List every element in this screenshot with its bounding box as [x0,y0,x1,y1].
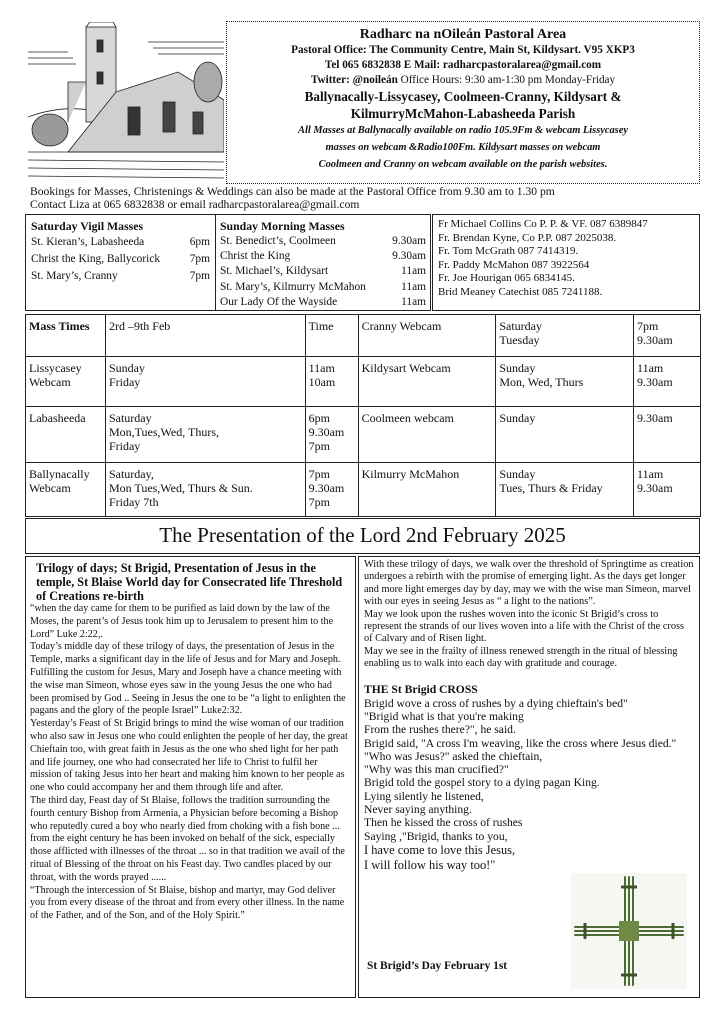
location-cell: Coolmeen webcam [358,407,496,463]
twitter-handle[interactable]: Twitter: @noileán [310,74,398,86]
office-address: Pastoral Office: The Community Centre, Main St, Kildysart. V95 XKP3 [291,44,635,56]
poem-line: Lying silently he listened, [364,789,484,803]
poem-line: From the rushes there?", he said. [364,723,516,737]
poem-line: Saying ,"Brigid, thanks to you, [364,829,508,843]
vigil-row [31,268,210,285]
page-title: The Presentation of the Lord 2nd February 2025 [25,518,700,554]
article-paragraph: The third day, Feast day of St Blaise, follows the tradition surrounding the fourth century Bishop from Armenia, a Physician before becoming a Bishop who reputedly cured a boy who nearly died from choking with a fish bone ... from the eight century he has been invoked on behalf of the sick, especially those afflicted with illnesses of the throat ... so in that tradition we avail of the ritual of Blessing of the throat on his Feast day. Two candles placed by our throat, with the words prayed ...... [30,794,345,883]
location-cell: Kildysart Webcam [358,357,496,407]
radio-line-2: masses on webcam &Radio100Fm. Kildysart masses on webcam [325,142,601,153]
location-cell: Lissycasey Webcam [26,357,106,407]
location-cell: Ballynacally Webcam [26,463,106,517]
article-paragraph: Yesterday’s Feast of St Brigid brings to mind the wise woman of our tradition who also saw in Jesus one who could enlighten the people of her day, the great Chieftain too, with great faith in Jesus as the one who shed light for her path and life journey, one who had consecrated her life to Christ to fulfil her mission of taking Jesus into her heart and making him known to her people as one who could accompany her and them through life and after. [30,718,348,794]
reflection-paragraph: May we see in the frailty of illness renewed strength in the ritual of blessing enabling us to walk into each day with gratitude and courage. [364,645,678,670]
reflection-paragraph: May we look upon the rushes woven into the iconic St Brigid’s cross to represent the strands of our lives woven into a life with the Christ of the cross of Calvary and of Risen light. [364,608,684,645]
bookings-line-2: Contact Liza at 065 6832838 or email radharcpastoralarea@gmail.com [30,198,360,211]
sunday-row [220,249,426,264]
pastoral-header [226,21,700,184]
sunday-time: 9.30am [392,250,426,263]
time-cell: 9.30am [634,407,701,463]
parish-line-1: Ballynacally-Lissycasey, Coolmeen-Cranny, Kildysart & [304,89,622,104]
poem-line: Brigid wove a cross of rushes by a dying chieftain's bed" [364,696,628,710]
sunday-morning-box [215,214,431,311]
time-cell: 6pm 9.30am 7pm [305,407,358,463]
reflection-paragraph: With these trilogy of days, we walk over the threshold of Springtime as creation undergoes a rebirth with the promise of emerging light. As the days get longer and more light emerges day by day, may we with the wise man Simeon, marvel with our eyes in seeing Jesus as “ a light to the nations”. [364,559,694,608]
radio-line-3: Coolmeen and Cranny on webcam available on the parish websites. [318,159,608,170]
clergy-contacts-box [432,214,700,311]
brigid-cross-image [571,873,687,989]
poem-line: Brigid said, "A cross I'm weaving, like the cross where Jesus died." [364,736,677,750]
table-row [26,463,701,517]
days-cell: Sunday Tues, Thurs & Friday [496,463,634,517]
saturday-vigil-box [25,214,216,311]
days-cell: Sunday Mon, Wed, Thurs [496,357,634,407]
poem-line: "Brigid what is that you're making [364,709,524,723]
time-cell: 11am 9.30am [634,357,701,407]
bookings-note [30,185,700,211]
week-dates: 2rd –9th Feb [105,315,305,357]
sunday-row [220,234,426,249]
clergy-contact: Fr. Tom McGrath 087 7414319. [438,245,579,258]
sunday-row [220,295,426,310]
clergy-contact: Fr Michael Collins Co P. P. & VF. 087 6389847 [438,218,648,230]
twitter-hours-line [227,73,699,88]
sunday-church: Our Lady Of the Wayside [220,295,338,308]
days-cell: Saturday Tuesday [496,315,634,357]
article-title: Trilogy of days; St Brigid, Presentation of Jesus in the temple, St Blaise World day for Consecrated life Threshold of Creations re-birth [36,561,343,603]
vigil-time: 7pm [189,253,210,265]
time-cell: 7pm 9.30am [634,315,701,357]
reflection-body [364,559,694,671]
sunday-church: St. Mary’s, Kilmurry McMahon [220,280,366,293]
vigil-church: St. Kieran’s, Labasheeda [31,236,145,248]
pastoral-title: Radharc na nOileán Pastoral Area [359,27,567,42]
clergy-contact: Fr. Paddy McMahon 087 3922564 [438,258,590,271]
time-cell: 11am 9.30am [634,463,701,517]
table-row [26,357,701,407]
mass-times-table [25,314,701,517]
left-article [25,556,356,998]
contact-line: Tel 065 6832838 E Mail: radharcpastoralarea@gmail.com [324,59,602,71]
sunday-time: 11am [401,295,426,308]
poem-line: Brigid told the gospel story to a dying pagan King. [364,776,600,790]
poem-line: Never saying anything. [364,803,472,817]
sunday-time: 11am [401,265,426,278]
days-cell: Sunday Friday [105,357,305,407]
article-paragraph: “when the day came for them to be purified as laid down by the law of the Moses, the parent’s of Jesus took him up to Jerusalem to present him to the Lord” Luke 2:22,. [30,603,334,640]
article-body [30,603,351,923]
article-paragraph: Today’s middle day of these trilogy of days, the presentation of Jesus in the Temple, marks a significant day in the life of Jesus and for Mary and Joseph. Fulfilling the custom for Jesus, Mary and Joseph have a chance meeting with the wise man Simeon, whose eyes saw in the young Jesus the one who had been promised by God .. Seeing in Jesus the one to be “a light to enlighten the pagans and the glory of the people Israel” Luke2:32. [30,641,346,717]
location-cell: Labasheeda [26,407,106,463]
sunday-row [220,280,426,295]
poem-line: I have come to love this Jesus, [364,842,516,857]
sunday-morning-title: Sunday Morning Masses [220,219,345,233]
location-cell: Cranny Webcam [358,315,496,357]
vigil-church: Christ the King, Ballycorick [31,253,161,265]
sunday-church: St. Benedict’s, Coolmeen [220,235,336,247]
poem-line: Then he kissed the cross of rushes [364,816,523,830]
bookings-line-1: Bookings for Masses, Christenings & Weddings can also be made at the Pastoral Office from 9.30 am to 1.30 pm [30,185,555,198]
mass-times-label: Mass Times [26,315,106,357]
office-hours: Office Hours: 9:30 am-1:30 pm Monday-Friday [397,74,616,86]
article-paragraph: “Through the intercession of St Blaise, bishop and martyr, may God deliver you from every disease of the throat and from every other illness. In the name of the Father, and of the Son, and of the Holy Spirit.” [30,884,345,922]
parish-line-2: KilmurryMcMahon-Labasheeda Parish [350,106,576,121]
right-article [358,556,700,998]
vigil-row [31,234,210,251]
cross-caption: St Brigid’s Day February 1st [367,960,508,972]
saturday-vigil-title: Saturday Vigil Masses [31,219,144,233]
time-cell: 11am 10am [305,357,358,407]
vigil-time: 7pm [189,270,210,282]
cross-poem-title: THE St Brigid CROSS [364,682,478,696]
clergy-contact: Fr. Brendan Kyne, Co P.P. 087 2025038. [438,231,617,244]
church-illustration [28,22,224,182]
vigil-row [31,251,210,268]
sunday-time: 11am [401,280,426,293]
vigil-church: St. Mary’s, Cranny [31,270,118,282]
location-cell: Kilmurry McMahon [358,463,496,517]
time-cell: 7pm 9.30am 7pm [305,463,358,517]
vigil-time: 6pm [189,236,210,248]
clergy-contact: Brid Meaney Catechist 085 7241188. [438,285,603,298]
days-cell: Saturday, Mon Tues,Wed, Thurs & Sun. Friday 7th [105,463,305,517]
time-header: Time [305,315,358,357]
table-row [26,407,701,463]
days-cell: Saturday Mon,Tues,Wed, Thurs, Friday [105,407,305,463]
clergy-contact: Fr. Joe Hourigan 065 6834145. [438,272,575,285]
sunday-church: St. Michael’s, Kildysart [220,265,329,278]
cross-poem [364,697,694,873]
poem-line: "Why was this man crucified?" [364,763,509,777]
poem-line: "Who was Jesus?" asked the chieftain, [364,749,543,763]
sunday-time: 9.30am [392,235,426,247]
days-cell: Sunday [496,407,634,463]
radio-line-1: All Masses at Ballynacally available on radio 105.9Fm & webcam Lissycasey [298,125,628,136]
sunday-row [220,264,426,279]
sunday-church: Christ the King [220,250,291,263]
table-row [26,315,701,357]
poem-line: I will follow his way too!" [364,857,496,872]
